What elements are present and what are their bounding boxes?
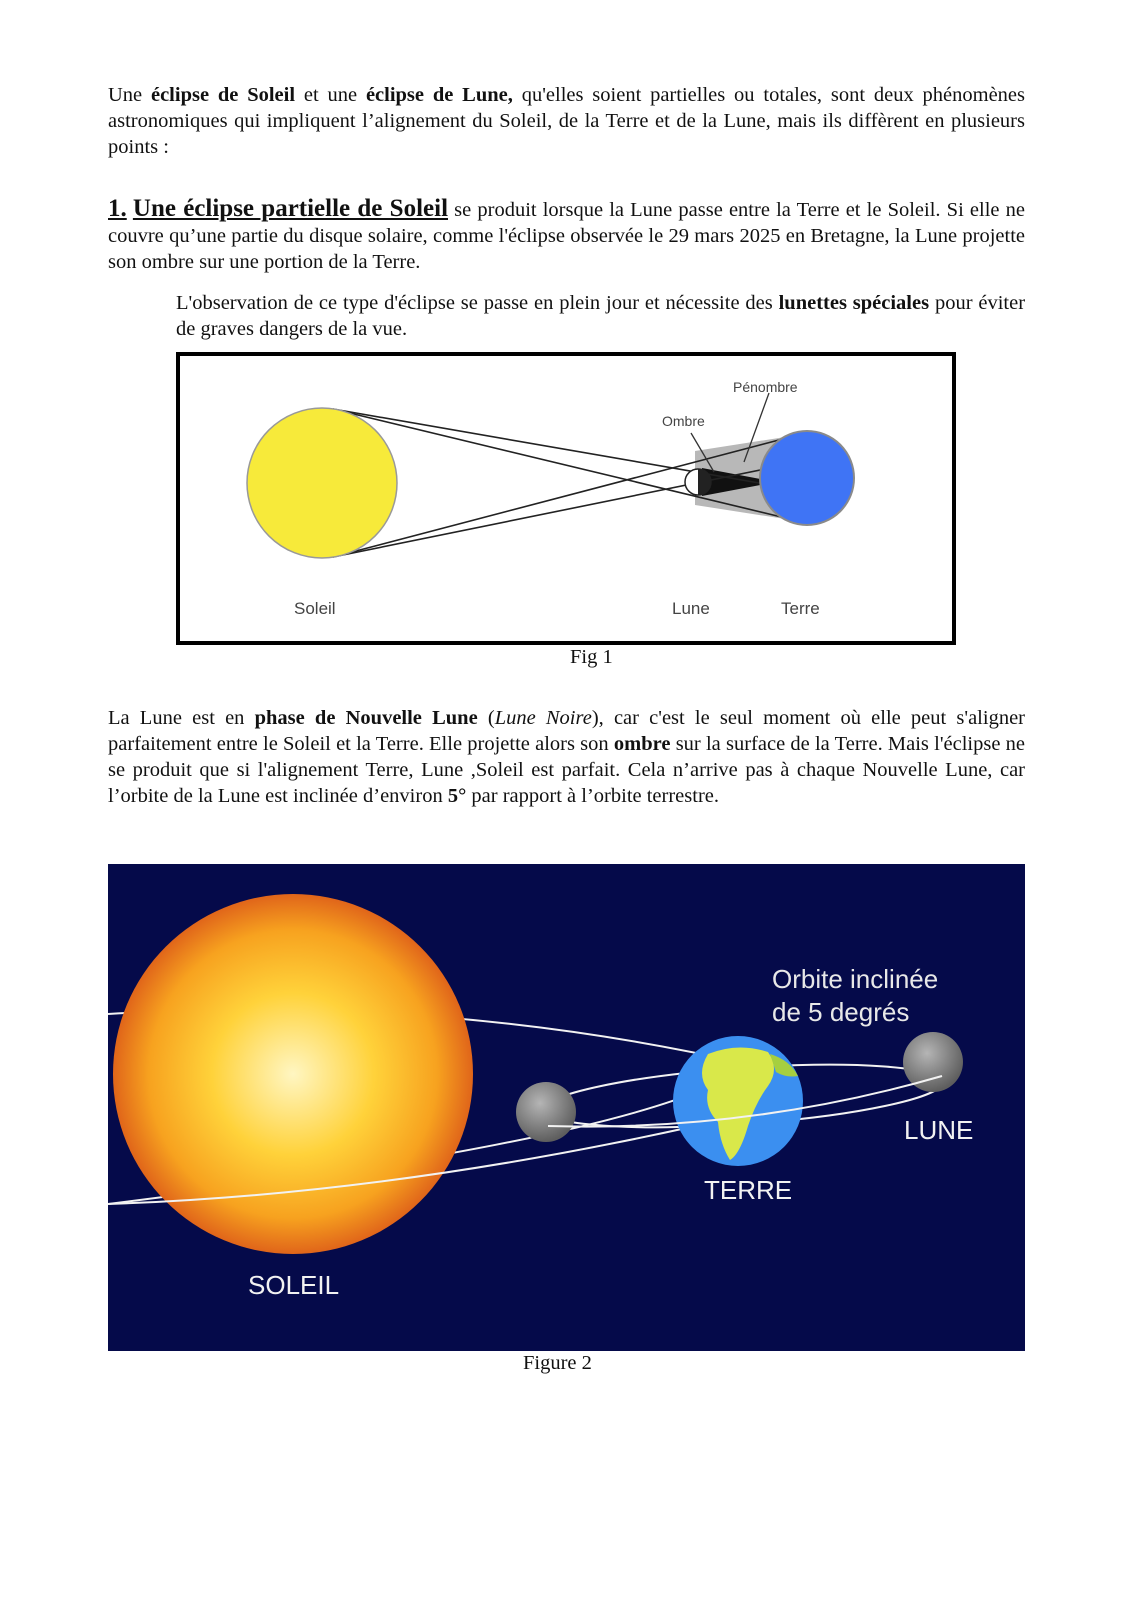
label-orbite-line2: de 5 degrés [772, 997, 910, 1027]
label-terre: Terre [781, 599, 820, 618]
label-penombre: Pénombre [733, 379, 798, 395]
section1-paragraph: 1. Une éclipse partielle de Soleil se produit lorsque la Lune passe entre la Terre et le Soleil. Si elle ne couvre qu’une partie du disque solaire, comme l'éclipse observée le 29 mars 2025 en Bretagne, la Lune projette son ombre sur une portion de la Terre. [108, 195, 1025, 273]
label-orbite-line1: Orbite inclinée [772, 964, 939, 994]
sun-sphere [113, 894, 473, 1254]
label-soleil: SOLEIL [248, 1270, 340, 1300]
section1-number: 1. [108, 195, 127, 222]
label-soleil: Soleil [294, 599, 336, 618]
sun-circle [247, 408, 397, 558]
label-lune: Lune [672, 599, 710, 618]
figure-1-caption: Fig 1 [570, 646, 613, 668]
figure-1-eclipse-diagram [176, 352, 956, 645]
figure-2-caption: Figure 2 [523, 1352, 592, 1374]
label-ombre: Ombre [662, 413, 705, 429]
observation-paragraph: L'observation de ce type d'éclipse se passe en plein jour et nécessite des lunettes spéciales pour éviter de graves dangers de la vue. [176, 292, 1026, 340]
figure-2-orbit-illustration [108, 864, 1025, 1351]
earth-circle [760, 431, 854, 525]
label-terre: TERRE [704, 1175, 793, 1205]
intro-paragraph: Une éclipse de Soleil et une éclipse de Lune, qu'elles soient partielles ou totales, sont deux phénomènes astronomiques qui impliquent l’alignement du Soleil, de la Terre et de la Lune, mais ils diffèrent en plusieurs points : [108, 84, 1025, 158]
label-lune: LUNE [904, 1115, 974, 1145]
section1-heading: Une éclipse partielle de Soleil [132, 195, 449, 222]
nouvelle-lune-paragraph: La Lune est en phase de Nouvelle Lune (Lune Noire), car c'est le seul moment où elle peut s'aligner parfaitement entre le Soleil et la Terre. Elle projette alors son ombre sur la surface de la Terre. Mais l'éclipse ne se produit que si l'alignement Terre, Lune ,Soleil est parfait. Cela n’arrive pas à chaque Nouvelle Lune, car l’orbite de la Lune est inclinée d’environ 5° par rapport à l’orbite terrestre. [108, 707, 1026, 807]
moon-right [903, 1032, 963, 1092]
moon-left [516, 1082, 576, 1142]
